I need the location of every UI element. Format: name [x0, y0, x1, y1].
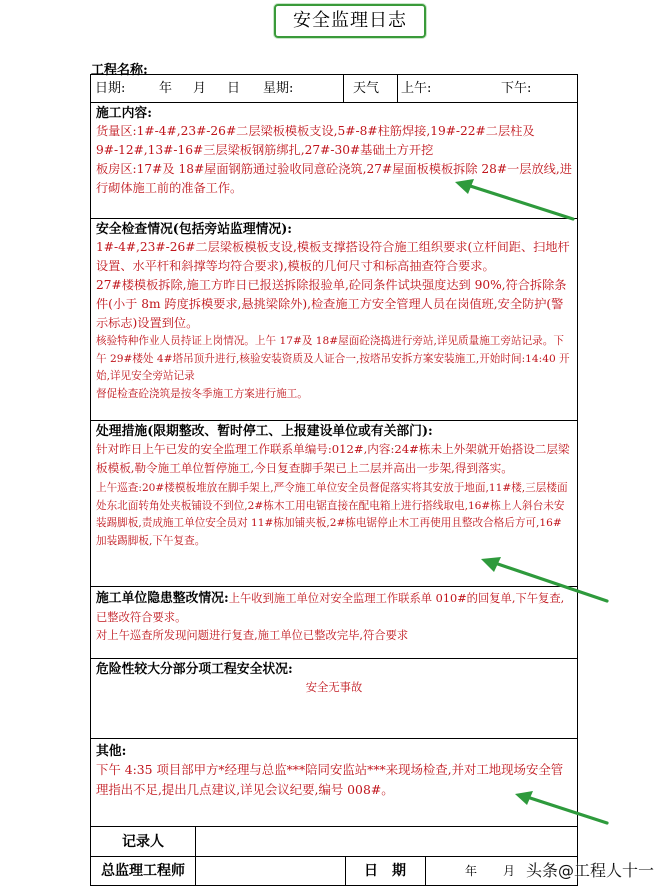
hazard-heading: 危险性较大分部分项工程安全状况:: [96, 662, 293, 677]
other-paragraph: 下午 4:35 项目部甲方*经理与总监***陪同安监站***来现场检查,并对工地现场安全管理指出不足,提出几点建议,详见会议纪要,编号 008#。: [96, 762, 564, 797]
rectification-heading: 施工单位隐患整改情况:: [96, 591, 229, 606]
rectification-paragraph: 对上午巡查所发现问题进行复查,施工单位已整改完毕,符合要求: [96, 629, 409, 642]
other-section: [91, 739, 577, 827]
date-row: [91, 75, 577, 103]
date-label-bottom: 日 期: [364, 863, 406, 879]
other-heading: 其他:: [96, 744, 127, 759]
year-label: 年: [159, 81, 173, 96]
safety-check-paragraph: 27#楼模板拆除,施工方昨日已报送拆除报验单,砼同条件试块强度达到 90%,符合拆除条件(小于 8m 跨度拆模要求,悬挑梁除外),检查施工方安全管理人员在岗值班,安全防护(警示标志)设置到位。: [96, 278, 567, 330]
construction-paragraph: 板房区:17#及 18#屋面钢筋通过验收同意砼浇筑,27#屋面板模板拆除 28#一层放线,进行砌体施工前的准备工作。: [96, 162, 572, 195]
document-title: 安全监理日志: [274, 4, 426, 38]
chief-engineer-row: [91, 857, 577, 885]
hazard-status: 安全无事故: [305, 681, 363, 694]
pm-weather-label: 下午:: [501, 81, 532, 96]
am-weather-label: 上午:: [401, 81, 432, 96]
safety-check-paragraph: 1#-4#,23#-26#二层梁板模板支设,模板支撑搭设符合施工组织要求(立杆间距、扫地杆设置、水平杆和斜撑等均符合要求),模板的几何尺寸和标高抽查符合要求。: [96, 240, 570, 273]
annotation-arrow-icon: [452, 176, 576, 222]
weekday-label: 星期:: [263, 81, 294, 96]
handling-heading: 处理措施(限期整改、暂时停工、上报建设单位或有关部门):: [96, 424, 433, 439]
divider: [195, 857, 196, 885]
safety-check-heading: 安全检查情况(包括旁站监理情况):: [96, 222, 292, 237]
safety-check-paragraph: 督促检查砼浇筑是按冬季施工方案进行施工。: [96, 387, 308, 400]
day-label: 日: [227, 81, 241, 96]
annotation-arrow-icon: [512, 788, 610, 826]
bottom-year-label: 年: [465, 864, 478, 878]
rectification-inline: 上午收到施工单位对安全监理工作联系单 010#的回复单,下午复查,已整改符合要求。: [96, 592, 565, 624]
month-label: 月: [193, 81, 207, 96]
date-label: 日期:: [95, 81, 126, 96]
divider: [343, 75, 344, 102]
recorder-label: 记录人: [122, 834, 164, 850]
divider: [425, 857, 426, 885]
divider: [195, 827, 196, 856]
handling-paragraph: 上午巡查:20#楼模板堆放在脚手架上,严令施工单位安全员督促落实将其安放于地面,11#楼,三层楼面处东北面转角处夹板铺设不到位,2#栋木工用电锯直接在配电箱上进行搭线取电,16#栋上人斜台未安装踢脚板,责成施工单位安全员对 11#栋加铺夹板,2#栋电锯停止木工再使用且整改合格后方可,16#加装踢脚板,下午复查。: [96, 482, 568, 547]
watermark: 头条@工程人十一: [526, 861, 655, 880]
handling-paragraph: 针对昨日上午已发的安全监理工作联系单编号:012#,内容:24#栋未上外架就开始搭设二层梁板模板,勒令施工单位暂停施工,今日复查脚手架已上二层并高出一步架,得到落实。: [96, 442, 570, 475]
safety-check-section: [91, 219, 577, 421]
recorder-row: [91, 827, 577, 857]
hazard-status-section: [91, 659, 577, 739]
bottom-month-label: 月: [503, 864, 516, 878]
annotation-arrow-icon: [478, 552, 610, 604]
safety-check-paragraph: 核验特种作业人员持证上岗情况。上午 17#及 18#屋面砼浇捣进行旁站,详见质量施工旁站记录。下午 29#楼处 4#塔吊顶升进行,核验安装资质及人证合一,按塔吊安拆方案安装施工,开始时间:14:40 开始,详见安全旁站记录: [96, 335, 570, 382]
construction-heading: 施工内容:: [96, 106, 152, 121]
chief-engineer-label: 总监理工程师: [101, 863, 185, 879]
construction-paragraph: 货量区:1#-4#,23#-26#二层梁板模板支设,5#-8#柱筋焊接,19#-22#二层柱及9#-12#,13#-16#三层梁板钢筋绑扎,27#-30#基础土方开挖: [96, 124, 535, 157]
weather-label: 天气: [353, 81, 380, 96]
divider: [397, 75, 398, 102]
project-name-label: 工程名称:: [91, 63, 148, 78]
